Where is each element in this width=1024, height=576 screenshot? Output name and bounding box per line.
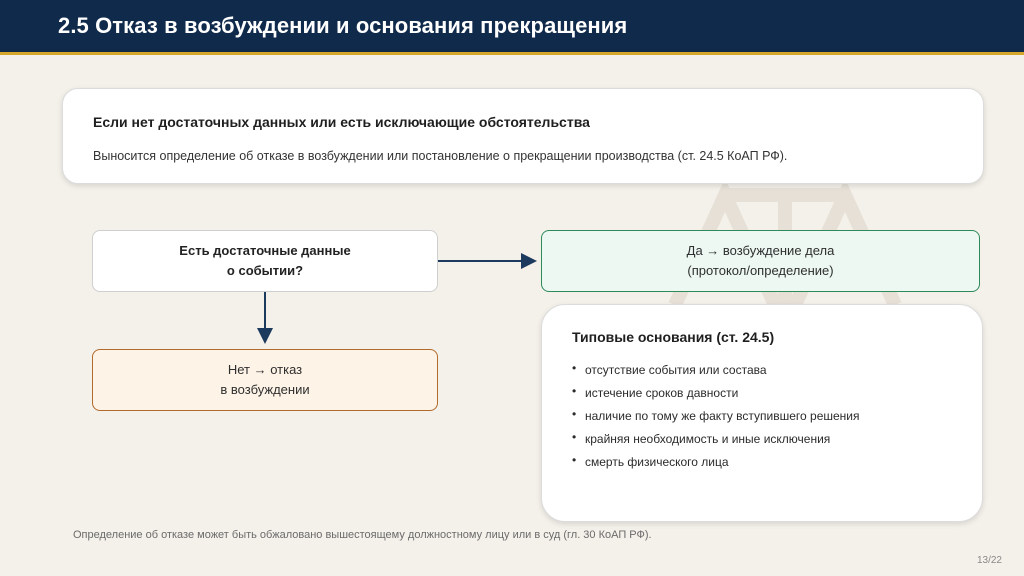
list-item: • смерть физического лица xyxy=(572,453,729,469)
yes-line-2: (протокол/определение) xyxy=(687,263,834,278)
decision-question-box xyxy=(92,230,438,292)
bullet-icon: • xyxy=(572,430,577,444)
list-item: • наличие по тому же факту вступившего решения xyxy=(572,407,860,423)
yes-line-1: Да → возбуждение дела xyxy=(686,243,835,258)
question-line-1: Есть достаточные данные xyxy=(179,243,351,258)
bullet-icon: • xyxy=(572,384,577,398)
no-line-2: в возбуждении xyxy=(220,382,310,397)
bullet-icon: • xyxy=(572,407,577,421)
yes-outcome-box xyxy=(541,230,980,292)
list-item: • истечение сроков давности xyxy=(572,384,739,400)
grounds-card xyxy=(541,304,983,522)
slide-title: 2.5 Отказ в возбуждении и основания прекращения xyxy=(58,13,628,38)
intro-heading: Если нет достаточных данных или есть исключающие обстоятельства xyxy=(93,114,590,130)
grounds-list xyxy=(572,363,860,478)
page-number: 13/22 xyxy=(976,555,1002,566)
intro-text: Выносится определение об отказе в возбуждении или постановление о прекращении производства (ст. 24.5 КоАП РФ). xyxy=(93,149,788,163)
no-line-1: Нет → отказ xyxy=(227,362,303,377)
grounds-heading: Типовые основания (ст. 24.5) xyxy=(572,329,775,345)
list-item: • крайняя необходимость и иные исключения xyxy=(572,430,831,446)
no-outcome-box xyxy=(92,349,438,411)
list-item: • отсутствие события или состава xyxy=(572,361,767,377)
question-line-2: о событии? xyxy=(226,263,304,278)
bullet-icon: • xyxy=(572,453,577,467)
bullet-icon: • xyxy=(572,361,577,375)
footnote: Определение об отказе может быть обжаловано вышестоящему должностному лицу или в суд (гл. 30 КоАП РФ). xyxy=(73,529,652,541)
